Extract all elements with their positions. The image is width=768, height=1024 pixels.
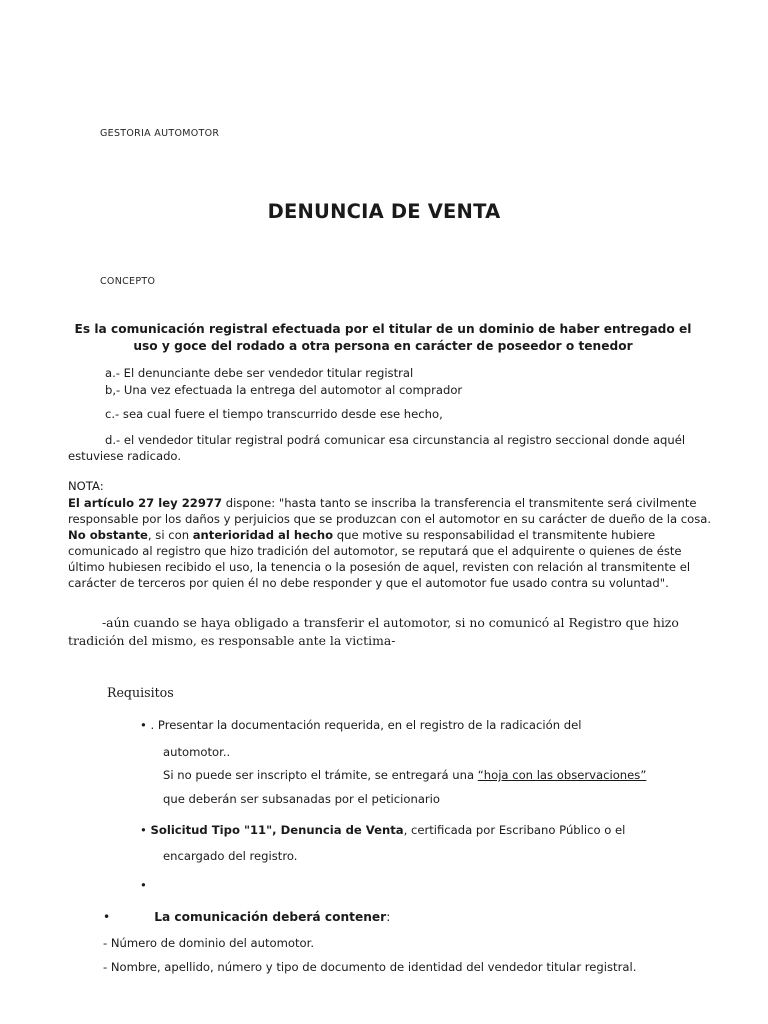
- nota-bold-anterioridad: anterioridad al hecho: [192, 527, 334, 542]
- requisito-bullet-1: [140, 716, 710, 735]
- detail-line-2: - Nombre, apellido, número y tipo de documento de identidad del vendedor titular registral.: [103, 960, 637, 974]
- requisito-bullet-1-text: . Presentar la documentación requerida, en el registro de la radicación del: [150, 718, 582, 732]
- nota-bold-no-obstante: No obstante: [68, 527, 148, 542]
- nota-paragraph: [68, 496, 713, 592]
- detail-line-1: - Número de dominio del automotor.: [103, 936, 315, 950]
- page-title: DENUNCIA DE VENTA: [267, 200, 501, 223]
- header-label: GESTORIA AUTOMOTOR: [100, 128, 220, 139]
- nota-text-part-1: dispone: "hasta tanto se inscriba la transferencia el transmitente será civilmente responsable por los daños y perjuicios que se produzcan con el automotor en su carácter de dueño de la cosa.: [68, 496, 712, 526]
- nota-text-part-3: que motive su responsabilidad el transmitente hubiere comunicado al registro que hizo tradición del automotor, se reputará que el adquirente o quienes de éste último hubiesen recibido el uso, la tenencia o la posesión de aquel, revisten con relación al transmitente el carácter de terceros por quien él no debe responder y que el automotor fue usado contra su voluntad".: [68, 527, 691, 590]
- requisito-subline-1-text: Si no puede ser inscripto el trámite, se entregará una: [163, 768, 478, 782]
- comunicacion-contener-colon: :: [386, 910, 391, 924]
- hoja-observaciones-underlined: “hoja con las observaciones”: [477, 768, 647, 782]
- requisito-bullet-2: [140, 821, 710, 840]
- requisito-bullet-empty: [140, 878, 147, 894]
- requisito-bullet-1-continuation: automotor..: [163, 745, 231, 759]
- list-item-b: b,- Una vez efectuada la entrega del automotor al comprador: [105, 383, 463, 397]
- requisito-bullet-3: [103, 909, 703, 925]
- comunicacion-contener-bold: La comunicación deberá contener: [154, 910, 387, 924]
- nota-text-part-2: , si con: [147, 527, 193, 542]
- nota-label: NOTA:: [68, 479, 104, 493]
- requisitos-heading: Requisitos: [107, 685, 174, 700]
- intro-paragraph: Es la comunicación registral efectuada por el titular de un dominio de haber entregado el uso y goce del rodado a otra persona en carácter de poseedor o tenedor: [74, 322, 692, 354]
- solicitud-tipo-bold: Solicitud Tipo "11", Denuncia de Venta: [150, 823, 404, 837]
- list-item-d: d.- el vendedor titular registral podrá comunicar esa circunstancia al registro seccional donde aquél estuviese radicado.: [68, 433, 686, 463]
- bullet-glyph-3: •: [140, 878, 147, 892]
- requisito-subline-1: [163, 766, 710, 785]
- concept-label: CONCEPTO: [100, 276, 156, 287]
- list-item-a: a.- El denunciante debe ser vendedor titular registral: [105, 366, 414, 380]
- list-item-c: c.- sea cual fuere el tiempo transcurrido desde ese hecho,: [105, 407, 443, 421]
- requisito-bullet-2-continuation: encargado del registro.: [163, 849, 298, 863]
- bullet-glyph-4: •: [103, 910, 111, 924]
- bullet-glyph-2: •: [140, 823, 147, 837]
- bullet-glyph-1: •: [140, 718, 147, 732]
- requisito-bullet-2-rest: , certificada por Escribano Público o el: [403, 823, 626, 837]
- nota-article-reference: El artículo 27 ley 22977: [68, 496, 223, 510]
- quote-paragraph: -aún cuando se haya obligado a transferir el automotor, si no comunicó al Registro que hizo tradición del mismo, es responsable ante la victima-: [68, 615, 679, 648]
- requisito-subline-2: que deberán ser subsanadas por el peticionario: [163, 792, 440, 806]
